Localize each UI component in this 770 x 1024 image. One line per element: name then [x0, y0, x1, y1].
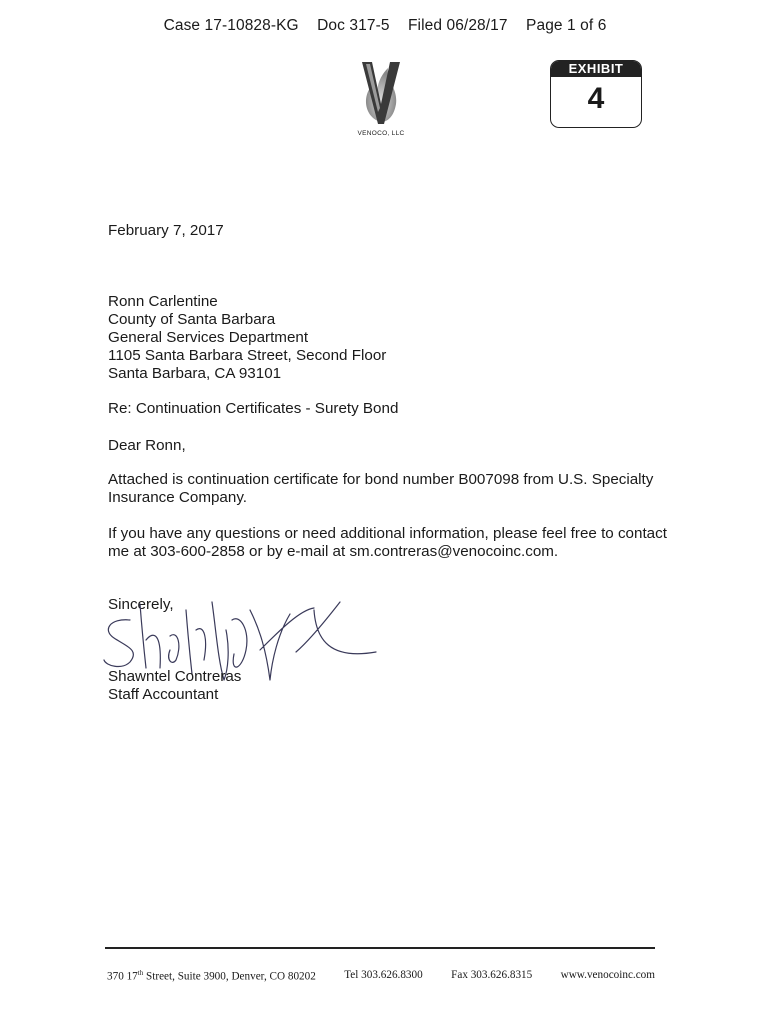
logo-text: VENOCO, LLC — [357, 130, 405, 137]
signer-name: Shawntel Contreras — [108, 668, 242, 685]
letterhead-footer — [107, 969, 655, 983]
filed-date: Filed 06/28/17 — [407, 17, 508, 34]
company-address — [107, 969, 316, 983]
company-website: www.venocoinc.com — [560, 969, 655, 981]
court-filing-header — [0, 17, 770, 35]
body-paragraph: Attached is continuation certificate for bond number B007098 from U.S. Specialty Insurance Company. — [108, 471, 654, 506]
address-ordinal: th — [137, 969, 144, 977]
recipient-city-state-zip: Santa Barbara, CA 93101 — [108, 365, 282, 382]
salutation: Dear Ronn, — [108, 437, 186, 454]
page-indicator: Page 1 of 6 — [526, 17, 607, 34]
case-number: Case 17-10828-KG — [163, 17, 299, 34]
recipient-department: General Services Department — [108, 329, 309, 346]
subject-line: Re: Continuation Certificates - Surety Bond — [108, 400, 399, 417]
signer-title: Staff Accountant — [108, 686, 219, 703]
closing: Sincerely, — [108, 596, 174, 613]
company-fax: Fax 303.626.8315 — [451, 969, 533, 981]
footer-divider — [105, 947, 655, 949]
exhibit-sticker — [550, 60, 642, 128]
letter-date: February 7, 2017 — [108, 222, 224, 239]
venoco-v-flame-logo-icon — [358, 60, 404, 128]
recipient-address-block — [108, 293, 386, 383]
address-rest: Street, Suite 3900, Denver, CO 80202 — [143, 970, 316, 983]
address-street-number: 370 17 — [107, 970, 138, 983]
doc-number: Doc 317-5 — [317, 17, 390, 34]
exhibit-number: 4 — [587, 82, 605, 115]
recipient-organization: County of Santa Barbara — [108, 311, 276, 328]
exhibit-label: EXHIBIT — [551, 61, 641, 77]
body-paragraph: If you have any questions or need additional information, please feel free to contact me at 303-600-2858 or by e-mail at sm.contreras@venocoinc.com. — [108, 525, 667, 560]
company-telephone: Tel 303.626.8300 — [344, 969, 423, 981]
recipient-street: 1105 Santa Barbara Street, Second Floor — [108, 347, 387, 364]
company-logo — [352, 60, 410, 142]
recipient-name: Ronn Carlentine — [108, 293, 218, 310]
